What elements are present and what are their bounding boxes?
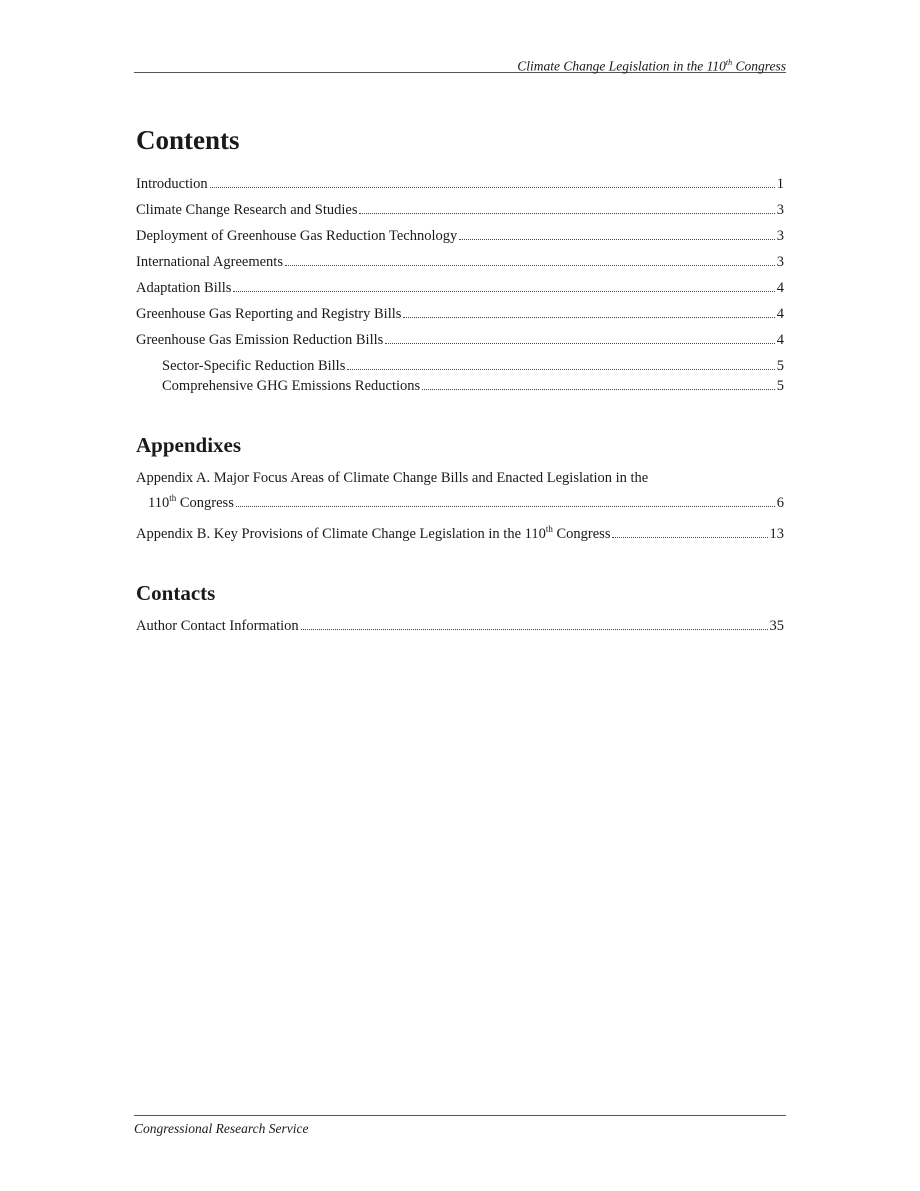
- toc-entry-label: Climate Change Research and Studies: [136, 202, 358, 218]
- toc-entry-page: 3: [776, 202, 784, 218]
- toc-entry-page: 5: [776, 358, 784, 374]
- toc-entry-label: Adaptation Bills: [136, 280, 232, 296]
- dot-leader: [459, 239, 774, 240]
- dot-leader: [301, 629, 768, 630]
- toc-entry-adaptation-bills[interactable]: [136, 278, 784, 298]
- toc-entry-label: Greenhouse Gas Emission Reduction Bills: [136, 332, 384, 348]
- running-header: [134, 54, 786, 73]
- contacts-heading: Contacts: [136, 580, 216, 605]
- toc-entry-page: 4: [776, 332, 784, 348]
- toc-entry-international-agreements[interactable]: [136, 252, 784, 272]
- contents-list: [136, 174, 784, 396]
- toc-subentry-sector-specific[interactable]: [136, 356, 784, 376]
- toc-entry-page: 3: [776, 254, 784, 270]
- toc-subentry-comprehensive-ghg[interactable]: [136, 376, 784, 396]
- toc-entry-label: Sector-Specific Reduction Bills: [162, 358, 346, 374]
- dot-leader: [422, 389, 775, 390]
- toc-entry-appendix-b[interactable]: [136, 519, 784, 544]
- header-title-start: Climate Change Legislation in the 110: [517, 58, 726, 74]
- toc-entry-emission-reduction[interactable]: [136, 330, 784, 350]
- toc-entry-label-continued: 110th Congress: [148, 493, 234, 511]
- dot-leader: [233, 291, 774, 292]
- dot-leader: [612, 537, 767, 538]
- toc-entry-introduction[interactable]: [136, 174, 784, 194]
- toc-entry-research-studies[interactable]: [136, 200, 784, 220]
- dot-leader: [403, 317, 774, 318]
- toc-entry-page: 4: [776, 280, 784, 296]
- contents-heading: Contents: [136, 125, 240, 155]
- toc-entry-reporting-registry[interactable]: [136, 304, 784, 324]
- toc-entry-label: Comprehensive GHG Emissions Reductions: [162, 378, 421, 394]
- toc-entry-page: 4: [776, 306, 784, 322]
- toc-entry-page: 1: [776, 176, 784, 192]
- toc-entry-label: International Agreements: [136, 254, 283, 270]
- toc-entry-label: Author Contact Information: [136, 617, 299, 634]
- table-of-contents: [136, 120, 784, 642]
- toc-entry-page: 35: [769, 617, 784, 634]
- running-footer: [134, 1115, 786, 1138]
- toc-entry-label: Introduction: [136, 176, 208, 192]
- toc-entry-label: Appendix A. Major Focus Areas of Climate Change Bills and Enacted Legislation in the: [136, 470, 649, 486]
- toc-entry-label: Greenhouse Gas Reporting and Registry Bills: [136, 306, 402, 322]
- header-title-ordinal: th: [725, 58, 733, 67]
- toc-entry-page: 3: [776, 228, 784, 244]
- toc-entry-appendix-a[interactable]: [136, 468, 784, 513]
- toc-entry-page: 5: [776, 378, 784, 394]
- toc-entry-deployment[interactable]: [136, 226, 784, 246]
- toc-entry-author-contact[interactable]: [136, 616, 784, 636]
- dot-leader: [359, 213, 774, 214]
- appendixes-heading: Appendixes: [136, 433, 242, 457]
- toc-entry-page: 6: [776, 494, 784, 511]
- footer-text: Congressional Research Service: [134, 1121, 309, 1136]
- toc-entry-label: Appendix B. Key Provisions of Climate Change Legislation in the 110th Congress: [136, 523, 611, 542]
- header-title-end: Congress: [732, 58, 786, 74]
- dot-leader: [385, 343, 774, 344]
- toc-entry-label: Deployment of Greenhouse Gas Reduction Technology: [136, 228, 458, 244]
- dot-leader: [285, 265, 775, 266]
- dot-leader: [347, 369, 774, 370]
- dot-leader: [210, 187, 775, 188]
- toc-entry-page: 13: [769, 525, 784, 542]
- dot-leader: [236, 506, 775, 507]
